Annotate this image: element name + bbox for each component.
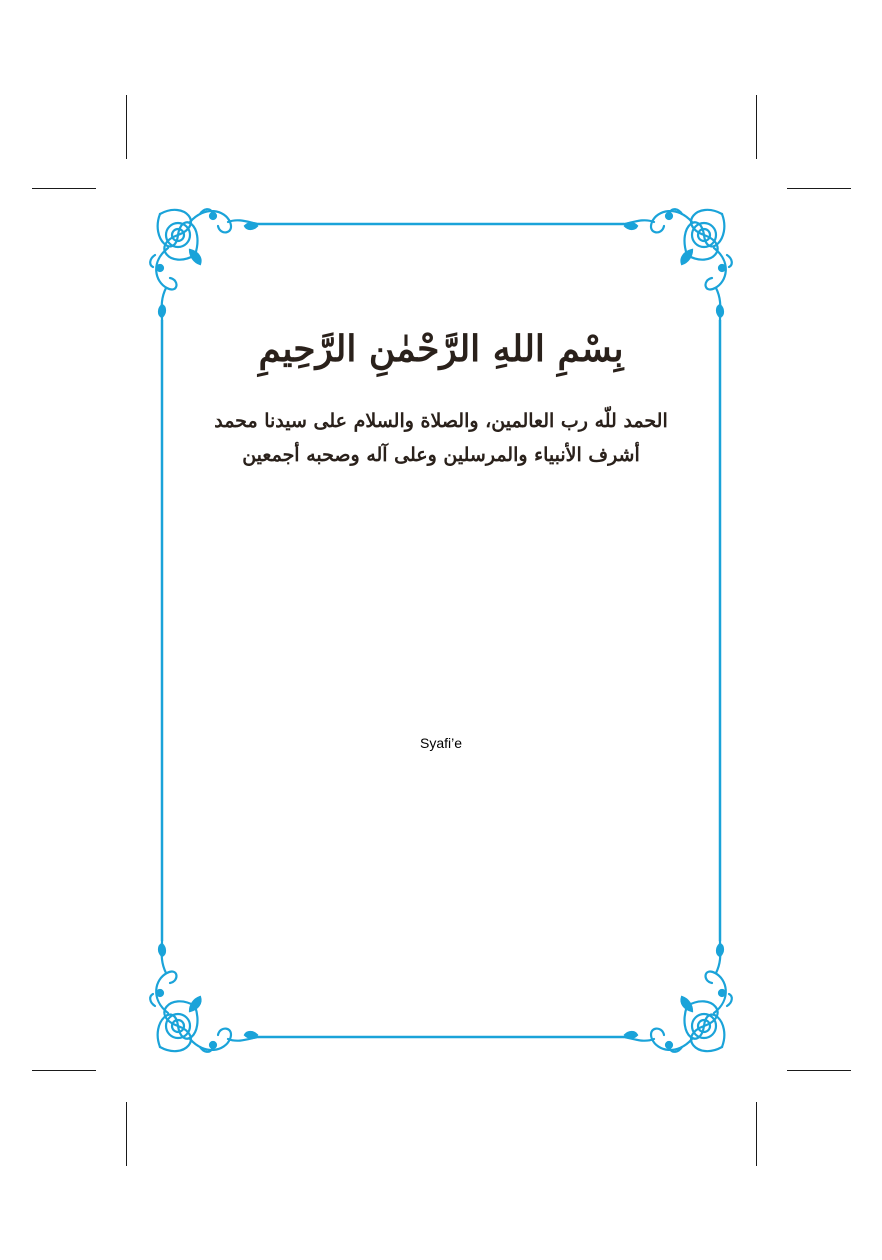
corner-ornament-bottom-left <box>150 941 258 1052</box>
preface-line-1: الحمد للّه رب العالمين، والصلاة والسلام على سيدنا محمد <box>214 410 668 432</box>
basmala-calligraphy: بِسْمِ اللهِ الرَّحْمٰنِ الرَّحِيمِ <box>258 328 624 370</box>
corner-ornament-bottom-right <box>624 941 732 1052</box>
corner-ornament-top-left <box>150 209 258 320</box>
corner-ornament-top-right <box>624 209 732 320</box>
author-name: Syafi’e <box>419 735 463 751</box>
preface-line-2: أشرف الأنبياء والمرسلين وعلى آله وصحبه أجمعين <box>242 444 640 466</box>
